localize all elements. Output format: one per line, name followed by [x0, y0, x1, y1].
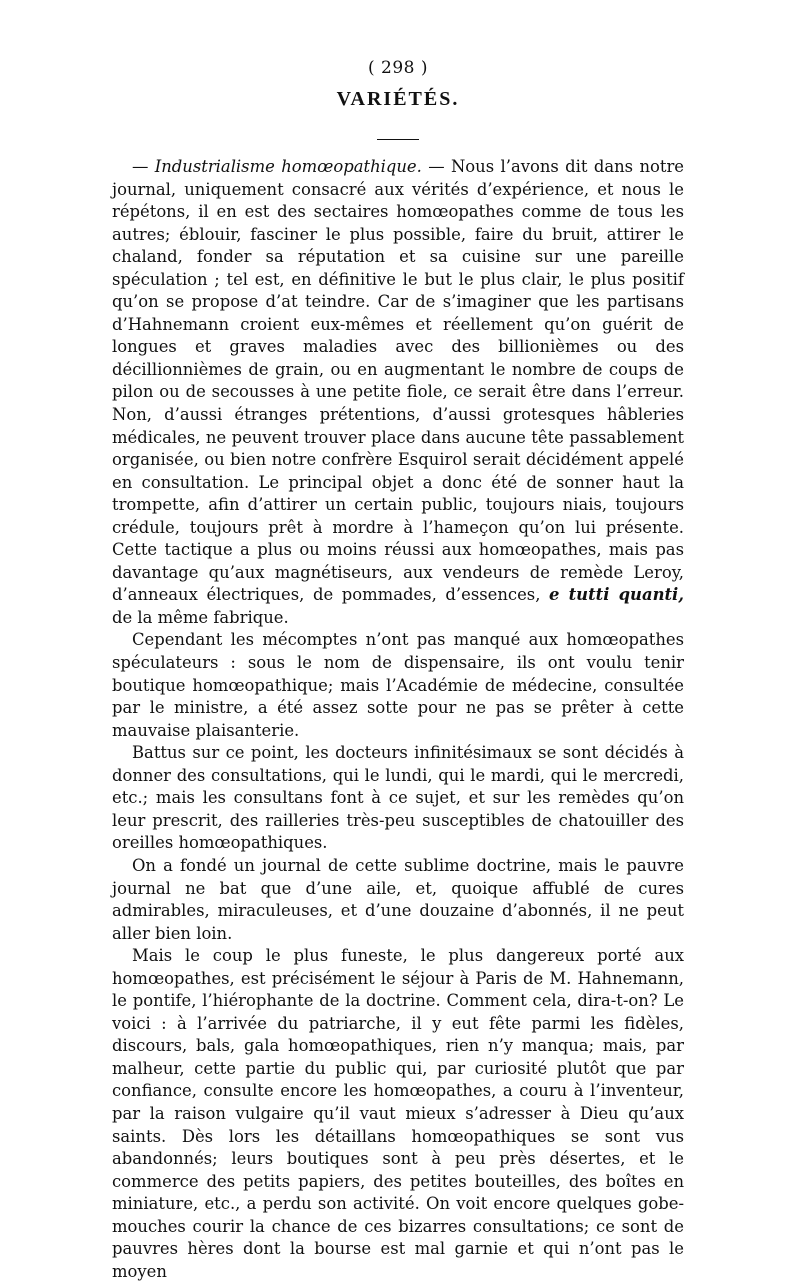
paragraph-5: Mais le coup le plus funeste, le plus dangereux porté aux homœopathes, est précisément le séjour à Paris de M. Hahnemann, le pontife, l’hiérophante de la doctrine. Comment cela, dira-t-on? Le voici : à l’arrivée du patriarche, il y eut fête parmi les fidèles, discours, bals, gala homœopathiques, rien n’y manqua; mais, par malheur, cette partie du public qui, par curiosité plutôt que par confiance, consulte encore les homœopathes, a couru à l’inventeur, par la raison vulgaire qu’il vaut mieux s’adresser à Dieu qu’aux saints. Dès lors les détaillans homœopathiques se sont vus abandonnés; leurs boutiques sont à peu près désertes, et le commerce des petits papiers, des petites bouteilles, des boîtes en miniature, etc., a perdu son activité. On voit encore quelques gobe-mouches courir la chance de ces bizarres consultations; ce sont de pauvres hères dont la bourse est mal garnie et qui n’ont pas le moyen — [112, 946, 684, 1281]
lead-dash: — — [132, 157, 155, 176]
paragraph-2: Cependant les mécomptes n’ont pas manqué aux homœopathes spéculateurs : sous le nom de dispensaire, ils ont voulu tenir boutique homœopathique; mais l’Académie de médecine, consultée par le ministre, a été assez sotte pour ne pas se prêter à cette mauvaise plaisanterie. — [112, 630, 684, 740]
paragraph-1-italic: e tutti quanti, — [549, 585, 684, 605]
article-heading: Industrialisme homœopathique. — [154, 157, 422, 176]
document-page — [112, 58, 684, 1283]
title-divider — [377, 139, 419, 140]
paragraph-1-text: — Nous l’avons dit dans notre journal, uniquement consacré aux vérités d’expérience, et nous le répétons, il en est des sectaires homœopathes comme de tous les autres; éblouir, fasciner le plus possible, faire du bruit, attirer le chaland, fonder sa réputation et sa cuisine sur une pareille spéculation ; tel est, en définitive le but le plus clair, le plus positif qu’on se propose d’at teindre. Car de s’imaginer que les partisans d’Hahnemann croient eux-mêmes et réellement qu’on guérit de longues et graves maladies avec des billionièmes ou des décillionnièmes de grain, ou en augmentant le nombre de coups de pilon ou de secousses à une petite fiole, ce serait être dans l’erreur. Non, d’aussi étranges prétentions, d’aussi grotesques hâbleries médicales, ne peuvent trouver place dans aucune tête passablement organisée, ou bien notre confrère Esquirol serait décidément appelé en consultation. Le principal objet a donc été de sonner haut la trompette, afin d’attirer un certain public, toujours niais, toujours crédule, toujours prêt à mordre à l’hameçon qu’on lui présente. Cette tactique a plus ou moins réussi aux homœopathes, mais pas davantage qu’aux magnétiseurs, aux vendeurs de remède Leroy, d’anneaux électriques, de pommades, d’essences, — [112, 157, 684, 605]
paragraph-1 — [112, 156, 684, 629]
paragraph-4: On a fondé un journal de cette sublime doctrine, mais le pauvre journal ne bat que d’une aile, et, quoique affublé de cures admirables, miraculeuses, et d’une douzaine d’abonnés, il ne peut aller bien loin. — [112, 855, 684, 943]
section-title: VARIÉTÉS. — [336, 88, 460, 110]
article-body — [112, 156, 684, 1283]
paragraph-1-end: de la même fabrique. — [112, 607, 289, 627]
page-number: ( 298 ) — [367, 58, 429, 78]
paragraph-3: Battus sur ce point, les docteurs infinitésimaux se sont décidés à donner des consultations, qui le lundi, qui le mardi, qui le mercredi, etc.; mais les consultans font à ce sujet, et sur les remèdes qu’on leur prescrit, des railleries très-peu susceptibles de chatouiller des oreilles homœopathiques. — [112, 743, 684, 853]
